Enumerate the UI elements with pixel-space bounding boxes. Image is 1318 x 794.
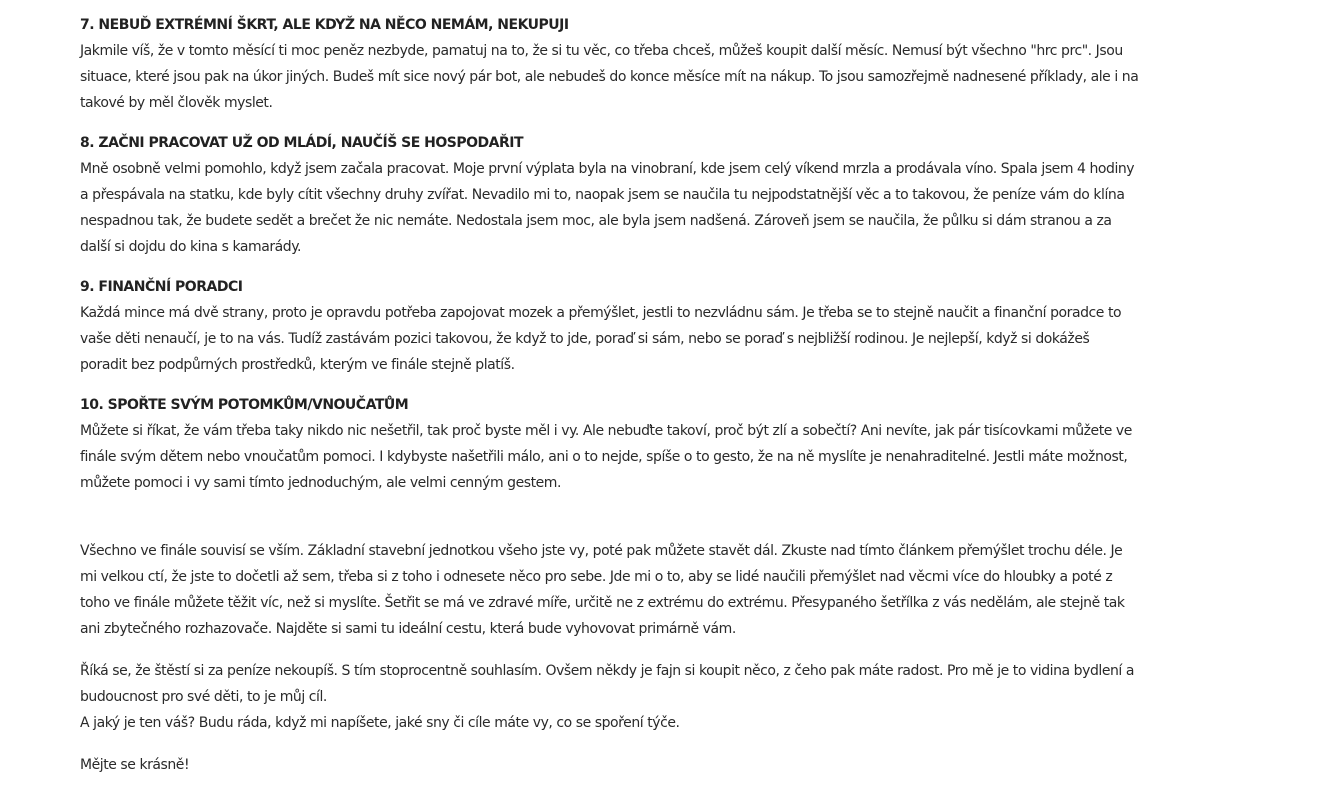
tip-section-9 — [80, 274, 1140, 378]
tip-paragraph: Můžete si říkat, že vám třeba taky nikdo nic nešetřil, tak proč byste měl i vy. Ale nebuďte takoví, proč být zlí a sobečtí? Ani nevíte, jak pár tisícovkami můžete ve finále svým dětem nebo vnoučatům pomoci. I kdybyste našetřili málo, ani o to nejde, spíše o to gesto, že na ně myslíte je nenahraditelné. Jestli máte možnost, můžete pomoci i vy sami tímto jednoduchým, ale velmi cenným gestem. — [80, 423, 1132, 491]
article-body — [80, 12, 1140, 794]
tip-heading: 7. NEBUĎ EXTRÉMNÍ ŠKRT, ALE KDYŽ NA NĚCO NEMÁM, NEKUPUJI — [80, 17, 569, 33]
tip-paragraph: Každá mince má dvě strany, proto je opravdu potřeba zapojovat mozek a přemýšlet, jestli to nezvládnu sám. Je třeba se to stejně naučit a finanční poradce to vaše děti nenaučí, je to na vás. Tudíž zastávám pozici takovou, že když to jde, poraď si sám, nebo se poraď s nejbližší rodinou. Je nejlepší, když si dokážeš poradit bez podpůrných prostředků, kterým ve finále stejně platíš. — [80, 305, 1122, 373]
sign-off: Mějte se krásně! — [80, 757, 190, 773]
tip-section-8 — [80, 130, 1140, 260]
closing-paragraph-happiness: Říká se, že štěstí si za peníze nekoupíš. S tím stoprocentně souhlasím. Ovšem někdy je fajn si koupit něco, z čeho pak máte radost. Pro mě je to vidina bydlení a budoucnost pro své děti, to je můj cíl. — [80, 663, 1134, 705]
tip-paragraph: Mně osobně velmi pomohlo, když jsem začala pracovat. Moje první výplata byla na vinobraní, kde jsem celý víkend mrzla a prodávala víno. Spala jsem 4 hodiny a přespávala na statku, kde byly cítit všechny druhy zvířat. Nevadilo mi to, naopak jsem se naučila tu nejpodstatnější věc a to takovou, že peníze vám do klína nespadnou tak, že budete sedět a brečet že nic nemáte. Nedostala jsem moc, ale byla jsem nadšená. Zároveň jsem se naučila, že půlku si dám stranou a za další si dojdu do kina s kamarády. — [80, 161, 1135, 255]
tip-heading: 10. SPOŘTE SVÝM POTOMKŮM/VNOUČATŮM — [80, 397, 409, 413]
tip-section-10 — [80, 392, 1140, 496]
closing-paragraph-summary: Všechno ve finále souvisí se vším. Základní stavební jednotkou všeho jste vy, poté pak můžete stavět dál. Zkuste nad tímto článkem přemýšlet trochu déle. Je mi velkou ctí, že jste to dočetli až sem, třeba si z toho i odnesete něco pro sebe. Jde mi o to, aby se lidé naučili přemýšlet nad věcmi více do hloubky a poté z toho ve finále můžete těžit víc, než si myslíte. Šetřit se má ve zdravé míře, určitě ne z extrému do extrému. Přesypaného šetřílka z vás nedělám, ale stejně tak ani zbytečného rozhazovače. Najděte si sami tu ideální cestu, která bude vyhovovat primárně vám. — [80, 543, 1125, 637]
tip-section-7 — [80, 12, 1140, 116]
closing-paragraph-question: A jaký je ten váš? Budu ráda, když mi napíšete, jaké sny či cíle máte vy, co se spoření týče. — [80, 715, 680, 731]
tip-heading: 8. ZAČNI PRACOVAT UŽ OD MLÁDÍ, NAUČÍŠ SE HOSPODAŘIT — [80, 135, 524, 151]
tip-heading: 9. FINANČNÍ PORADCI — [80, 279, 243, 295]
tip-paragraph: Jakmile víš, že v tomto měsící ti moc peněz nezbyde, pamatuj na to, že si tu věc, co třeba chceš, můžeš koupit další měsíc. Nemusí být všechno "hrc prc". Jsou situace, které jsou pak na úkor jiných. Budeš mít sice nový pár bot, ale nebudeš do konce měsíce mít na nákup. To jsou samozřejmě nadnesené příklady, ale i na takové by měl člověk myslet. — [80, 43, 1139, 111]
closing-section — [80, 538, 1140, 778]
section-spacer — [80, 510, 1140, 538]
